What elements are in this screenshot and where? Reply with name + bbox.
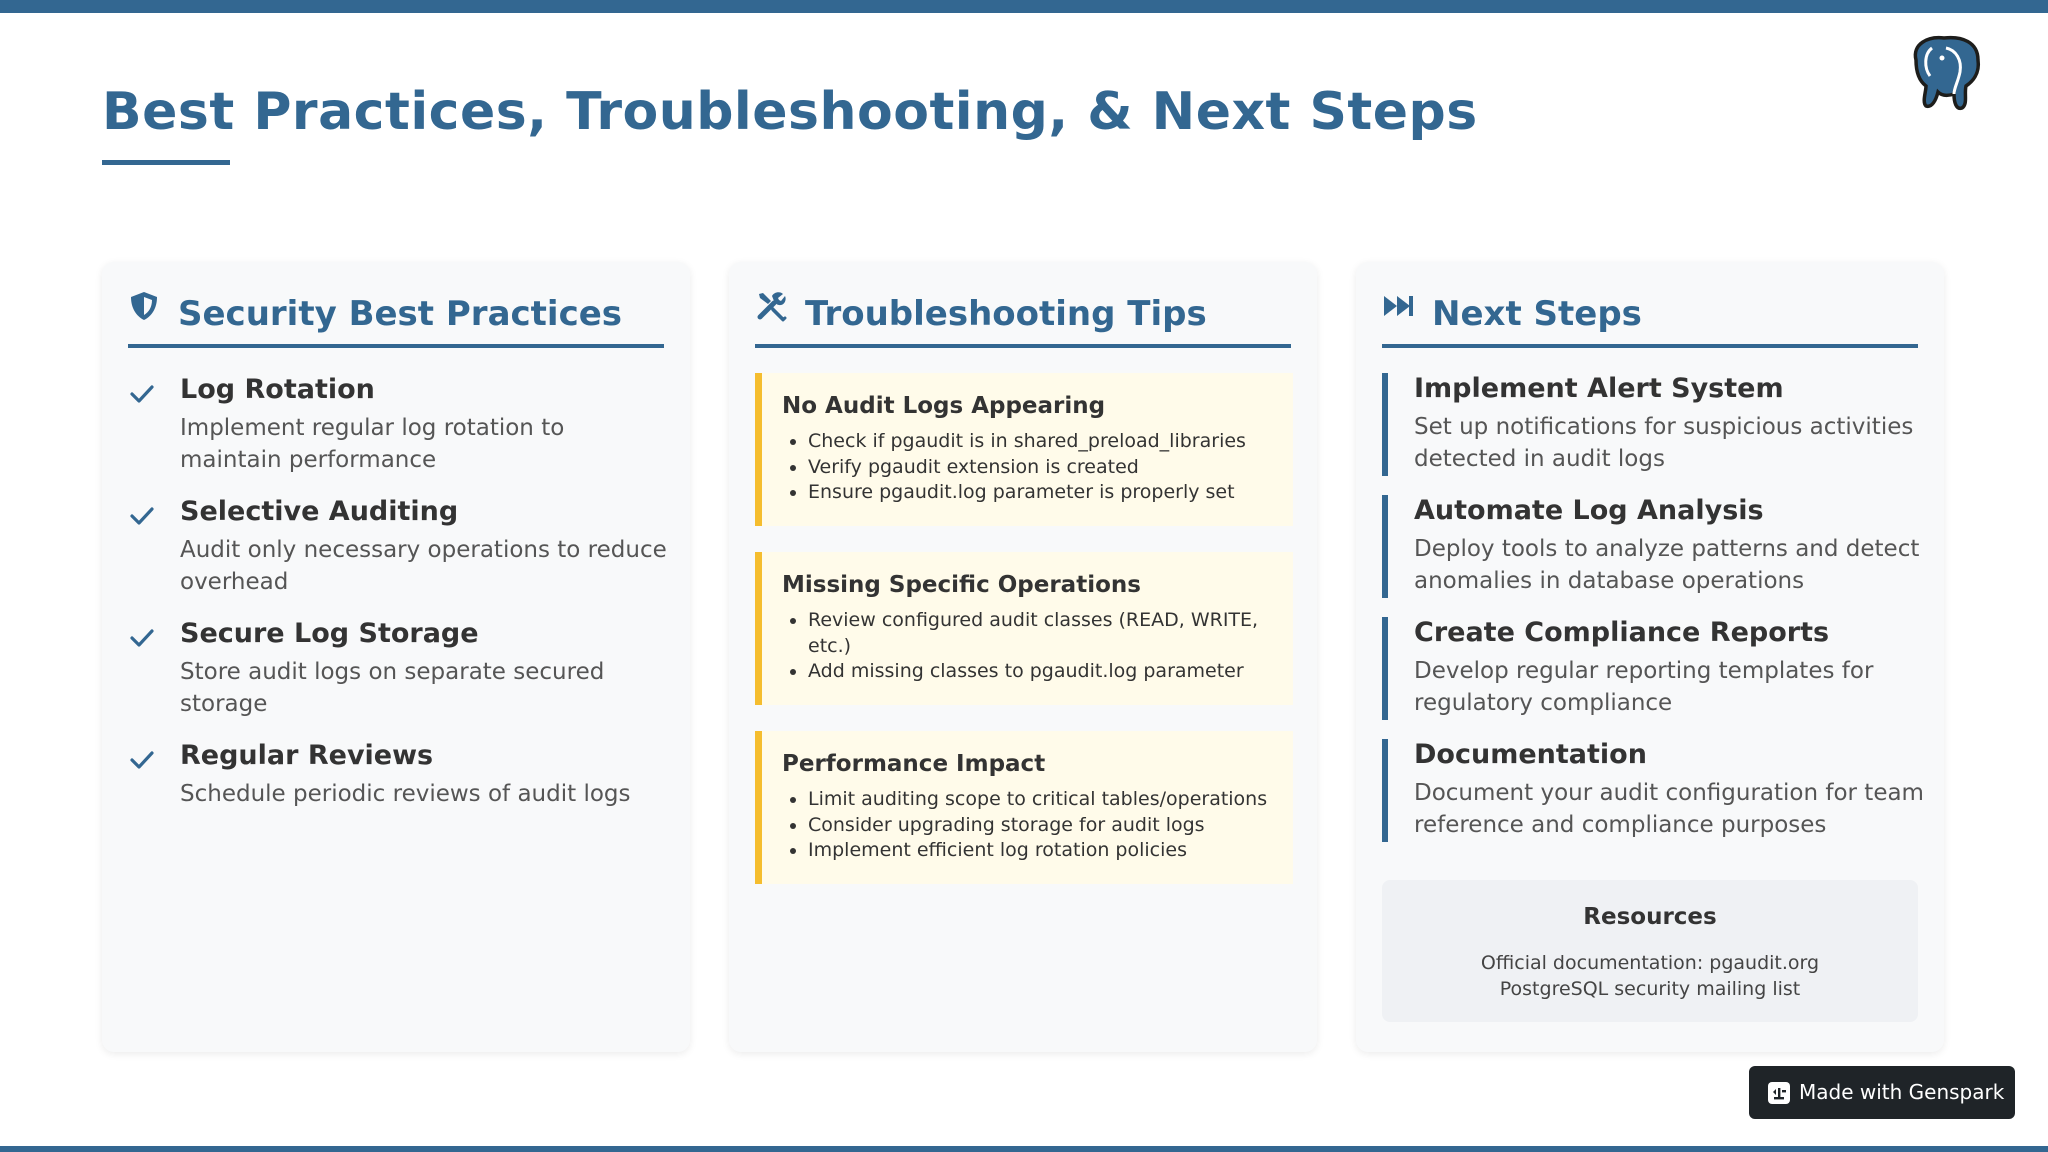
resources-title: Resources	[1583, 904, 1717, 930]
troubleshooting-card	[729, 262, 1317, 1052]
step-title: Create Compliance Reports	[1414, 617, 1830, 648]
tip-title: No Audit Logs Appearing	[782, 393, 1106, 419]
tip-title: Missing Specific Operations	[782, 572, 1141, 598]
resource-line: PostgreSQL security mailing list	[1499, 978, 1801, 1000]
tip-bullet: • Add missing classes to pgaudit.log parameter	[808, 659, 1298, 685]
check-icon	[128, 746, 156, 774]
check-icon	[128, 502, 156, 530]
made-with-genspark-badge[interactable]	[1749, 1066, 2015, 1119]
tip-bullet: • Implement efficient log rotation policies	[808, 838, 1298, 864]
next-steps-card	[1356, 262, 1944, 1052]
tip-bullet: • Ensure pgaudit.log parameter is properly set	[808, 480, 1298, 506]
list-item-title: Log Rotation	[180, 374, 375, 405]
troubleshooting-heading: Troubleshooting Tips	[805, 294, 1207, 334]
bottom-accent-bar	[0, 1146, 2048, 1152]
step-title: Implement Alert System	[1414, 373, 1784, 404]
tip-box	[755, 373, 1293, 526]
step-description: Set up notifications for suspicious activities detected in audit logs	[1414, 414, 1914, 472]
list-item-description: Schedule periodic reviews of audit logs	[180, 781, 631, 807]
tip-title: Performance Impact	[782, 751, 1046, 777]
tip-bullet: • Consider upgrading storage for audit logs	[808, 813, 1298, 839]
list-item-description: Audit only necessary operations to reduce overhead	[180, 537, 667, 595]
security-heading: Security Best Practices	[178, 294, 623, 334]
check-icon	[128, 624, 156, 652]
security-card	[102, 262, 690, 1052]
step-title: Documentation	[1414, 739, 1647, 770]
troubleshooting-card-header	[755, 286, 1291, 348]
step-item	[1382, 495, 1920, 598]
shield-icon	[128, 290, 160, 322]
list-item-title: Regular Reviews	[180, 740, 434, 771]
list-item-title: Secure Log Storage	[180, 618, 479, 649]
tip-bullet: • Verify pgaudit extension is created	[808, 455, 1298, 481]
list-item-title: Selective Auditing	[180, 496, 459, 527]
tip-bullets	[782, 429, 1298, 506]
tip-box	[755, 552, 1293, 705]
resources-box	[1382, 880, 1918, 1022]
security-card-header	[128, 286, 664, 348]
step-title: Automate Log Analysis	[1414, 495, 1764, 526]
tip-bullet: • Review configured audit classes (READ, WRITE, etc.)	[808, 608, 1298, 659]
tip-bullet: • Limit auditing scope to critical tables/operations	[808, 787, 1298, 813]
step-item	[1382, 617, 1920, 720]
title-underline	[102, 160, 230, 165]
next-steps-card-header	[1382, 286, 1918, 348]
badge-label: Made with Genspark	[1799, 1080, 2005, 1104]
tip-box	[755, 731, 1293, 884]
next-steps-heading: Next Steps	[1432, 294, 1642, 334]
step-description: Document your audit configuration for team reference and compliance purposes	[1414, 780, 1924, 838]
step-description: Deploy tools to analyze patterns and detect anomalies in database operations	[1414, 536, 1920, 594]
list-item-description: Store audit logs on separate secured storage	[180, 659, 605, 717]
resource-line: Official documentation: pgaudit.org	[1480, 952, 1820, 974]
tip-bullet: • Check if pgaudit is in shared_preload_libraries	[808, 429, 1298, 455]
list-item-description: Implement regular log rotation to maintain performance	[180, 415, 565, 473]
tip-bullets	[782, 787, 1298, 864]
step-item	[1382, 373, 1920, 476]
fast-forward-icon	[1382, 290, 1414, 322]
step-description: Develop regular reporting templates for regulatory compliance	[1414, 658, 1874, 716]
step-item	[1382, 739, 1924, 842]
top-accent-bar	[0, 0, 2048, 13]
page-title: Best Practices, Troubleshooting, & Next Steps	[102, 82, 1478, 142]
check-icon	[128, 380, 156, 408]
genspark-icon	[1767, 1081, 1791, 1105]
postgresql-elephant-icon	[1902, 30, 1986, 114]
tools-icon	[755, 290, 787, 322]
tip-bullets	[782, 608, 1298, 685]
